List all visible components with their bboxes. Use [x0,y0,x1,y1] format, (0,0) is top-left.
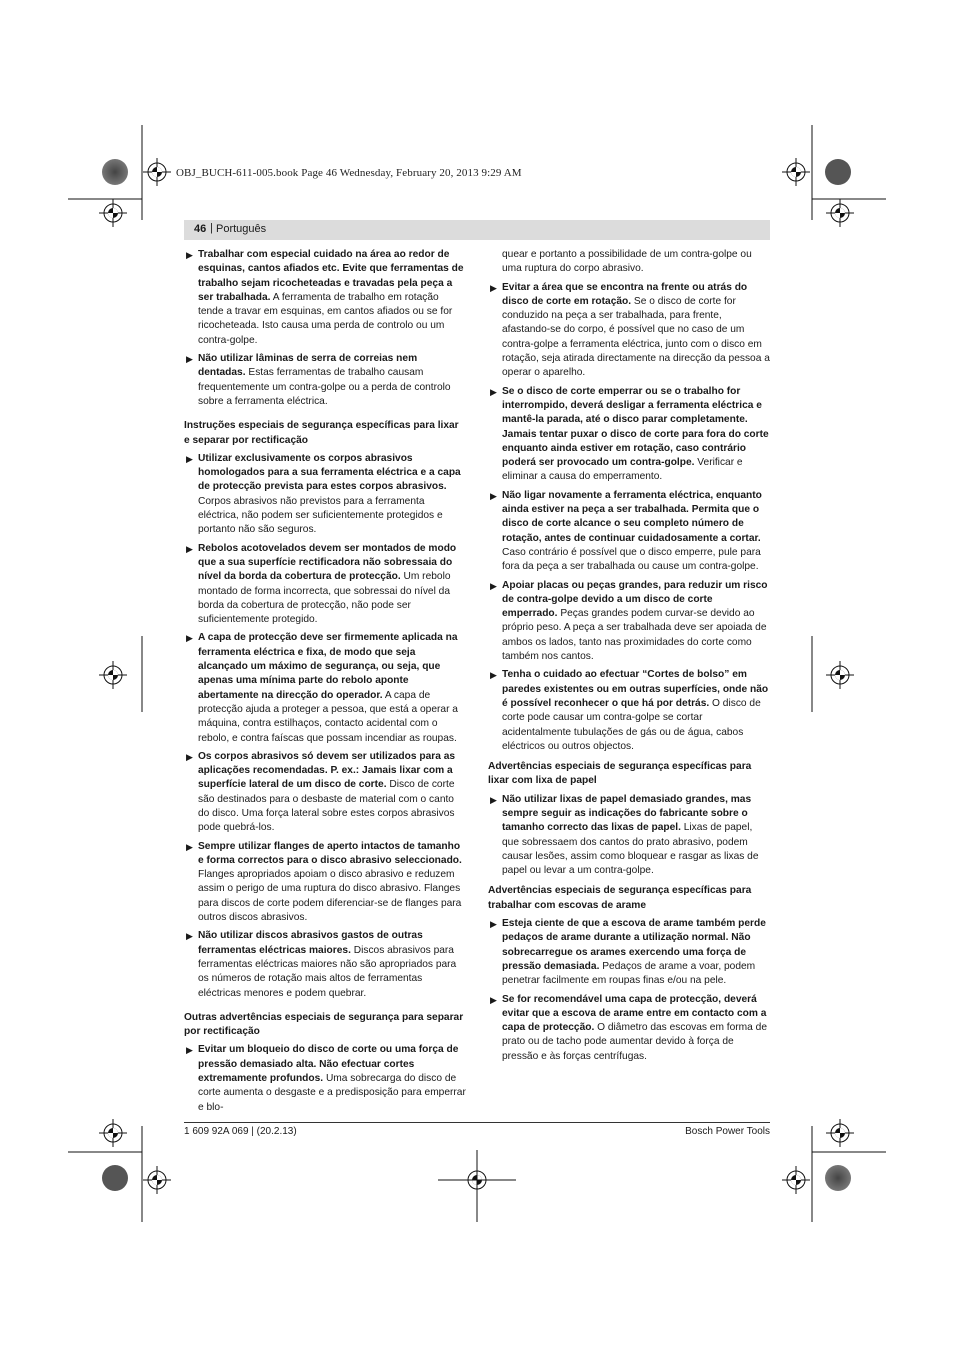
safety-item [488,579,770,665]
safety-item [488,385,770,485]
bullet-triangle-icon: ▶ [490,490,497,501]
section-heading: Advertências especiais de segurança específicas para trabalhar com escovas de arame [488,885,752,911]
safety-item-bold: Utilizar exclusivamente os corpos abrasivos homologados para a sua ferramenta eléctrica e a capa de protecção prevista para estes corpos abrasivos. [198,452,461,493]
safety-item-text: Uma sobrecarga do disco de corte aumenta o desgaste e a predisposição para emperrar e blo- [198,1073,466,1113]
safety-item-text: O diâmetro das escovas em forma de prato ou de tacho pode aumentar devido à força de pressão e às forças centrífugas. [502,1022,767,1062]
footer-doc-number: 1 609 92A 069 | (20.2.13) [184,1126,297,1137]
section-heading: Outras advertências especiais de segurança para separar por rectificação [184,1011,464,1038]
safety-item-bold: Esteja ciente de que a escova de arame também perde pedaços de arame durante a utilização normal. Não sobrecarregue os arames exercendo uma força de pressão demasiada. [502,918,766,972]
safety-item-bold: Evitar um bloqueio do disco de corte ou uma força de pressão demasiado alta. Não efectuar cortes extremamente profundos. [198,1044,459,1085]
safety-item-bold: Tenha o cuidado ao efectuar “Cortes de bolso” em paredes existentes ou em outras superfícies, onde não é possível reconhecer o que há por detrás. [502,669,769,709]
safety-item [184,750,466,836]
safety-item-bold: Trabalhar com especial cuidado na área ao redor de esquinas, cantos afiados etc. Evite que ferramentas de trabalho sejam ricocheteadas e travadas pela peça a ser trabalhada. [198,249,464,303]
safety-item-bold: Rebolos acotovelados devem ser montados de modo que a sua superfície rectificadora não sobressaia do nível da borda da cobertura de protecção. [198,542,457,583]
safety-item [184,929,466,1000]
safety-item [488,489,770,575]
bullet-triangle-icon: ▶ [186,931,193,942]
safety-item-text: A ferramenta de trabalho em rotação tende a travar em esquinas, em cantos afiados ou se for ricocheteada. Isto causa uma perda de controlo ou um contra-golpe. [198,291,453,346]
safety-item-bold: Não ligar novamente a ferramenta eléctrica, enquanto ainda estiver na peça a ser trabalhada. Permita que o disco de corte alcance o seu completo número de rotação, antes de continuar cuidadosamente a cortar. [502,489,762,544]
safety-item-text: Um rebolo montado de forma incorrecta, que sobressai do nível da borda da cobertura de protecção, não pode ser suficientemente protegido. [198,571,451,626]
safety-item-text: Peças grandes podem curvar-se devido ao próprio peso. A peça a ser trabalhada deve ser apoiada de ambos os lados, tanto nas proximidades do corte como também nos cantos. [502,608,767,663]
safety-item-text: Corpos abrasivos não previstos para a ferramenta eléctrica, não podem ser suficientemente protegidos e portanto não são seguros. [198,495,443,536]
continued-paragraph: quear e portanto a possibilidade de um contra-golpe ou uma ruptura do corpo abrasivo. [502,249,752,275]
bullet-triangle-icon: ▶ [186,751,193,762]
safety-item-bold: Apoiar placas ou peças grandes, para reduzir um risco de contra-golpe devido a um disco de corte emperrado. [502,579,768,620]
safety-item-text: A capa de protecção ajuda a proteger a pessoa, que está a operar a máquina, contra estilhaços, contacto acidental com o rebolo, e contra faíscas que possam incendiar as roupas. [198,689,458,744]
bullet-triangle-icon: ▶ [186,841,193,852]
safety-item-bold: A capa de protecção deve ser firmemente aplicada na ferramenta eléctrica e fixa, de modo que seja alcançado um máximo de segurança, ou seja, que apenas uma mínima parte do rebolo aponte abertamente na direcção do operador. [198,632,458,701]
safety-item-bold: Não utilizar discos abrasivos gastos de outras ferramentas eléctricas maiores. [198,930,423,956]
bullet-triangle-icon: ▶ [186,250,193,260]
bullet-triangle-icon: ▶ [490,994,497,1005]
safety-item-text: Estas ferramentas de trabalho causam frequentemente um contra-golpe ou a perda de controlo sobre a ferramenta eléctrica. [198,367,451,407]
header-separator: | [210,222,213,234]
page-header [184,220,770,240]
safety-item [184,631,466,745]
bullet-triangle-icon: ▶ [186,354,193,365]
safety-item-text: Caso contrário é possível que o disco emperre, pule para fora da peça a ser trabalhada ou cause um contra-golpe. [502,546,761,573]
safety-item [184,352,466,409]
section-heading: Instruções especiais de segurança específicas para lixar e separar por rectificação [184,420,459,446]
safety-item [488,793,770,879]
bullet-triangle-icon: ▶ [490,386,497,397]
safety-item-text: O disco de corte pode causar um contra-golpe se cortar acidentalmente tubulações de gás ou de água, cabos eléctricos ou outros objectos. [502,697,761,752]
left-column [184,248,466,1119]
safety-item [488,668,770,754]
right-column [488,248,770,1068]
footer-rule [184,1122,770,1123]
bullet-triangle-icon: ▶ [490,919,497,930]
bullet-triangle-icon: ▶ [186,633,193,644]
safety-item [184,452,466,538]
safety-item-text: Lixas de papel, que sobressaem dos cantos do prato abrasivo, podem causar lesões, assim como bloquear e rasgar as lixas de papel ou levar a um contra-golpe. [502,822,759,877]
safety-item [184,542,466,628]
bullet-triangle-icon: ▶ [490,794,497,805]
safety-item-bold: Não utilizar lâminas de serra de correias nem dentadas. [198,353,418,379]
safety-item-bold: Sempre utilizar flanges de aperto intactos de tamanho e forma correctos para o disco abrasivo seleccionado. [198,840,462,866]
bullet-triangle-icon: ▶ [490,670,497,681]
safety-item-text: Discos abrasivos para ferramentas eléctricas maiores não são apropriados para os números de rotação mais altos de ferramentas eléctricas menores e podem quebrar. [198,944,457,999]
safety-item-text: Se o disco de corte for conduzido na peça a ser trabalhada, para frente, afastando-se do corpo, é possível que no caso de um contra-golpe a ferramenta eléctrica, junto com o disco em rotação, seja atirada directamente na direcção da pessoa a operar o aparelho. [502,295,770,379]
safety-item [488,917,770,988]
bullet-triangle-icon: ▶ [186,543,193,554]
print-slug: OBJ_BUCH-611-005.book Page 46 Wednesday, February 20, 2013 9:29 AM [176,167,522,179]
footer-brand: Bosch Power Tools [685,1126,770,1137]
safety-item-text: Pedaços de arame a voar, podem penetrar facilmente em roupas finas e/ou na pele. [502,960,756,987]
safety-item [184,248,466,348]
safety-item-bold: Se o disco de corte emperrar ou se o trabalho for interrompido, deverá desligar a ferramenta eléctrica e mantê-la parada, até o disco parar completamente. Jamais tentar puxar o disco de corte para fora do corte enquanto ainda estiver em rotação, caso contrário poderá ser provocado um contra-golpe. [502,385,769,469]
safety-item-bold: Se for recomendável uma capa de protecção, deverá evitar que a escova de arame entre em contacto com a capa de protecção. [502,993,767,1034]
section-heading: Advertências especiais de segurança específicas para lixar com lixa de papel [488,761,752,787]
safety-item-bold: Os corpos abrasivos só devem ser utilizados para as aplicações recomendadas. P. ex.: Jamais lixar com a superfície lateral de um disco de corte. [198,750,456,791]
safety-item [488,993,770,1064]
safety-item-text: Disco de corte são destinados para o desbaste de material com o canto do disco. Uma força lateral sobre estes corpos abrasivos pode quebrá-los. [198,779,455,834]
safety-item-bold: Evitar a área que se encontra na frente ou atrás do disco de corte em rotação. [502,281,748,307]
header-language: Português [216,223,267,235]
safety-item [488,281,770,381]
bullet-triangle-icon: ▶ [186,1045,193,1056]
bullet-triangle-icon: ▶ [490,580,497,591]
safety-item-text: Flanges apropriados apoiam o disco abrasivo e reduzem assim o perigo de uma ruptura do disco abrasivo. Flanges para discos de corte podem diferenciar-se de flanges para outros discos abrasivos. [198,869,462,924]
safety-item-text: Verificar e eliminar a causa do emperramento. [502,457,743,483]
safety-item [184,840,466,926]
bullet-triangle-icon: ▶ [490,282,497,293]
safety-item [184,1043,466,1114]
safety-item-bold: Não utilizar lixas de papel demasiado grandes, mas sempre seguir as indicações do fabricante sobre o tamanho correcto das lixas de papel. [502,793,752,834]
page-number: 46 [194,223,207,235]
bullet-triangle-icon: ▶ [186,453,193,464]
